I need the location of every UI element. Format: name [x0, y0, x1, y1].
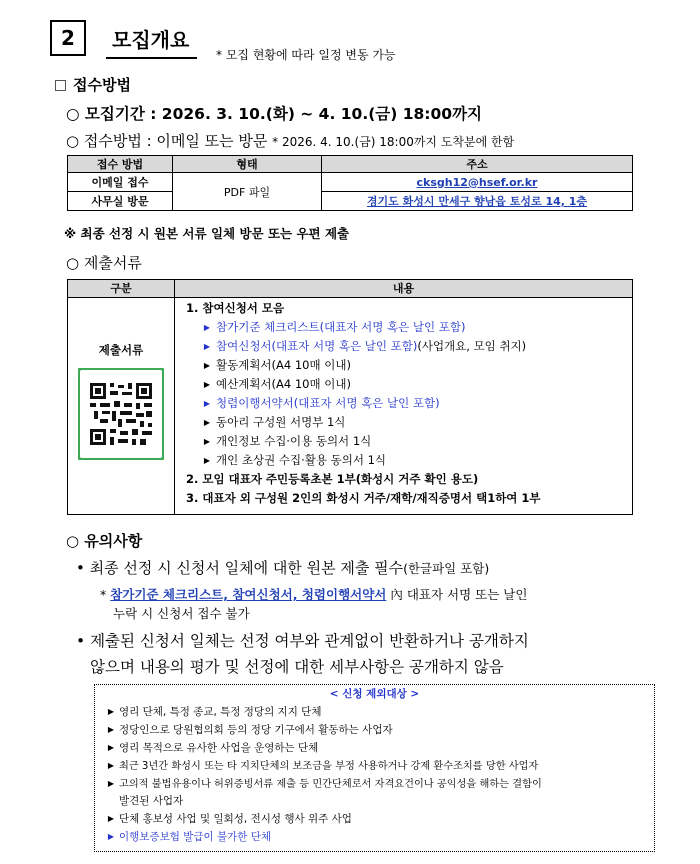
- exclusion-item-text: 정당인으로 당원협의회 등의 정당 기구에서 활동하는 사업자: [119, 724, 393, 736]
- note-bullet-2-line1: • 제출된 신청서 일체는 선정 여부와 관계없이 반환하거나 공개하지: [76, 632, 529, 650]
- exclusion-title: < 신청 제외대상 >: [329, 688, 420, 700]
- address-link-cell: [322, 192, 633, 211]
- exclusion-item-text: 이행보증보험 발급이 불가한 단체: [119, 831, 272, 843]
- triangle-bullet-icon: ▶: [107, 814, 115, 823]
- doc-subitem-text: 청렴이행서약서(대표자 서명 혹은 날인 포함): [216, 396, 440, 410]
- original-docs-warning: ※ 최종 선정 시 원본 서류 일체 방문 또는 우편 제출: [64, 226, 350, 241]
- note-bullet-1-text: • 최종 선정 시 신청서 일체에 대한 원본 제출 필수: [76, 559, 404, 577]
- doc-category-label: 제출서류: [98, 343, 144, 357]
- section-title: 모집개요: [106, 24, 197, 59]
- table-row-method: 사무실 방문: [68, 192, 173, 211]
- triangle-bullet-icon: ▶: [107, 779, 115, 788]
- exclusion-item-text: 영리 목적으로 유사한 사업을 운영하는 단체: [119, 742, 319, 754]
- doc-subitem-text: 참가기준 체크리스트(대표자 서명 혹은 날인 포함): [216, 320, 466, 334]
- section-note: * 모집 현황에 따라 일정 변동 가능: [216, 48, 396, 62]
- notes-heading: ○ 유의사항: [66, 532, 143, 550]
- application-heading: [55, 74, 131, 95]
- doc-item-1: 1. 참여신청서 모음: [186, 301, 285, 315]
- qr-code-icon[interactable]: [78, 368, 164, 460]
- triangle-bullet-icon: ▶: [203, 323, 211, 332]
- triangle-bullet-icon: ▶: [107, 743, 115, 752]
- exclusion-item-continued: 발견된 사업자: [119, 795, 184, 807]
- exclusion-item: [95, 757, 654, 775]
- exclusion-item: [95, 721, 654, 739]
- method-label: ○ 접수방법 : 이메일 또는 방문: [66, 132, 268, 150]
- exclusion-item-text: 단체 홍보성 사업 및 일회성, 전시성 행사 위주 사업: [119, 813, 352, 825]
- note-sub-text-2: 누락 시 신청서 접수 불가: [113, 606, 250, 621]
- documents-list: [184, 299, 628, 508]
- doc-subitem: [184, 318, 628, 337]
- period-line: ○ 모집기간 : 2026. 3. 10.(화) ~ 4. 10.(금) 18:00까지: [66, 105, 483, 123]
- table-form-cell: PDF 파일: [173, 173, 322, 211]
- triangle-bullet-icon: ▶: [203, 418, 211, 427]
- doc-subitem-text: 동아리 구성원 서명부 1식: [216, 415, 346, 429]
- doc-subitem: [184, 413, 628, 432]
- note-bullet-2-line2: 않으며 내용의 평가 및 선정에 대한 세부사항은 공개하지 않음: [90, 658, 504, 676]
- note-sub: [100, 585, 640, 623]
- triangle-bullet-icon: ▶: [107, 725, 115, 734]
- doc-subitem: [184, 451, 628, 470]
- exclusion-item-text: 영리 단체, 특정 종교, 특정 정당의 지지 단체: [119, 706, 322, 718]
- method-note: * 2026. 4. 10.(금) 18:00까지 도착분에 한함: [272, 135, 515, 149]
- exclusion-box: [94, 684, 655, 852]
- doc-subitem: [184, 394, 628, 413]
- doc-subitem-extra: (사업개요, 모임 취지): [417, 339, 527, 353]
- triangle-bullet-icon: ▶: [203, 399, 211, 408]
- note-bullet-1-paren: (한글파일 포함): [403, 561, 490, 576]
- exclusion-item: [95, 739, 654, 757]
- documents-table-header: [68, 280, 632, 298]
- doc-subitem: [184, 356, 628, 375]
- note-sub-link[interactable]: 참가기준 체크리스트, 참여신청서, 청렴이행서약서: [110, 587, 387, 602]
- doc-subitem: [184, 432, 628, 451]
- exclusion-item: [95, 828, 654, 846]
- triangle-bullet-icon: ▶: [107, 832, 115, 841]
- triangle-bullet-icon: ▶: [203, 456, 211, 465]
- doc-item-2: 2. 모임 대표자 주민등록초본 1부(화성시 거주 확인 용도): [186, 472, 479, 486]
- note-bullet-1: [76, 557, 489, 578]
- triangle-bullet-icon: ▶: [203, 437, 211, 446]
- email-link[interactable]: cksgh12@hsef.or.kr: [416, 175, 538, 189]
- triangle-bullet-icon: ▶: [107, 707, 115, 716]
- doc-subitem-text: 활동계획서(A4 10매 이내): [216, 358, 351, 372]
- application-heading-text: 접수방법: [73, 76, 131, 94]
- doc-subitem-text: 참여신청서(대표자 서명 혹은 날인 포함): [216, 339, 418, 353]
- note-sub-prefix: *: [100, 587, 111, 602]
- doc-subitem: [184, 375, 628, 394]
- triangle-bullet-icon: ▶: [107, 761, 115, 770]
- doc-item-3: 3. 대표자 외 구성원 2인의 화성시 거주/재학/재직증명서 택1하여 1부: [186, 491, 541, 505]
- table-header-method: 접수 방법: [68, 156, 173, 173]
- doc-header-category: 구분: [68, 280, 175, 297]
- doc-subitem-text: 개인정보 수집·이용 동의서 1식: [216, 434, 372, 448]
- doc-subitem: [184, 337, 628, 356]
- doc-subitem-text: 개인 초상권 수집·활용 동의서 1식: [216, 453, 387, 467]
- doc-header-content: 내용: [392, 282, 415, 295]
- triangle-bullet-icon: ▶: [203, 342, 211, 351]
- application-table: [67, 155, 633, 211]
- table-row-method: 이메일 접수: [68, 173, 173, 192]
- exclusion-item: [95, 810, 654, 828]
- doc-subitem-text: 예산계획서(A4 10매 이내): [216, 377, 351, 391]
- note-sub-text: 內 대표자 서명 또는 날인: [386, 587, 528, 602]
- checkbox-square-icon: [55, 80, 66, 91]
- method-line: [66, 130, 514, 151]
- address-link[interactable]: 경기도 화성시 만세구 향남읍 토성로 14, 1층: [366, 195, 588, 208]
- section-number: 2: [50, 20, 86, 56]
- exclusion-item: [95, 775, 654, 793]
- documents-heading: ○ 제출서류: [66, 254, 142, 272]
- triangle-bullet-icon: ▶: [203, 361, 211, 370]
- exclusion-item-text: 최근 3년간 화성시 또는 타 지치단체의 보조금을 부정 사용하거나 강제 환수조치를 당한 사업자: [119, 761, 539, 772]
- triangle-bullet-icon: ▶: [203, 380, 211, 389]
- email-link-cell: [322, 173, 633, 192]
- exclusion-item: [95, 703, 654, 721]
- column-divider: [174, 297, 175, 514]
- exclusion-item-text: 고의적 불법유용이나 허위증빙서류 제출 등 민간단체로서 자격요건이나 공익성을 해하는 결함이: [119, 779, 542, 790]
- documents-table: [67, 279, 633, 515]
- table-header-address: 주소: [322, 156, 633, 173]
- table-header-form: 형태: [173, 156, 322, 173]
